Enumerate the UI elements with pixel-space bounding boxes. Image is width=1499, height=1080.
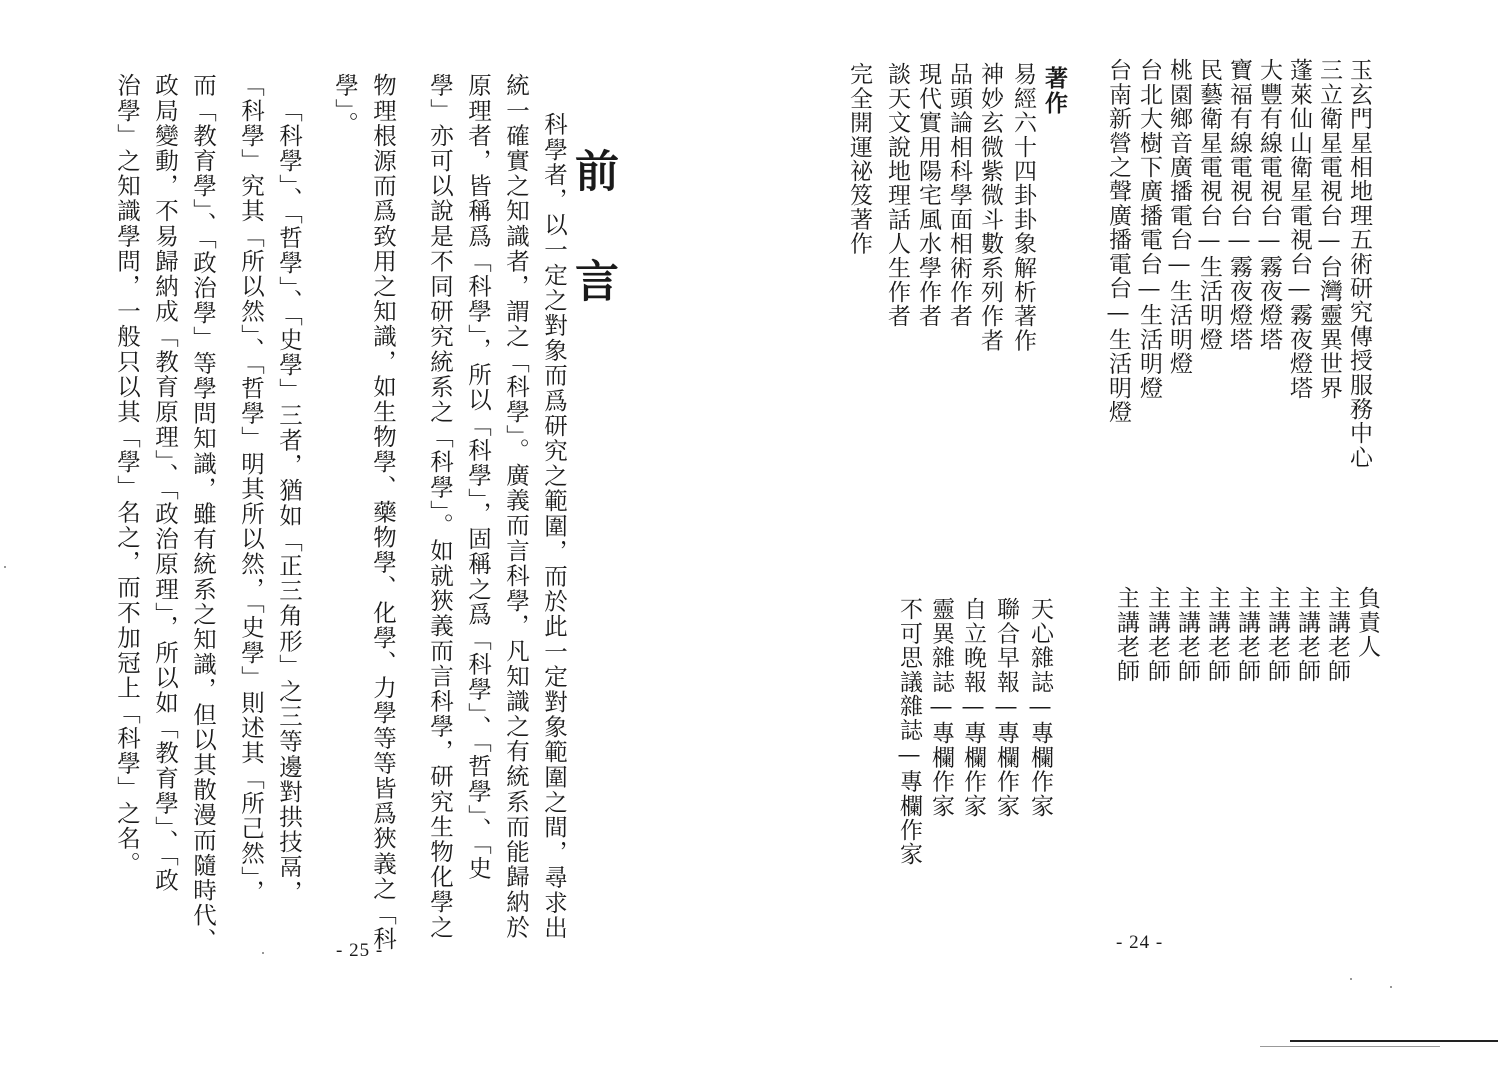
- role-column: 主講老師: [1144, 586, 1170, 683]
- works-column: 易經六十四卦卦象解析著作: [1010, 62, 1036, 353]
- role-column: 主講老師: [1324, 586, 1350, 683]
- scan-edge-line: [1290, 1040, 1498, 1042]
- page-title: 前言: [567, 148, 618, 368]
- right-page: [750, 0, 1499, 1080]
- columnist-column: 靈異雜誌—專欄作家: [928, 597, 954, 818]
- paragraph-column: 物理根源而爲致用之知識，如生物學、藥物學、化學、力學等等皆爲狹義之「科: [369, 73, 397, 952]
- affiliation-column: 桃園鄉音廣播電台—生活明燈: [1166, 58, 1192, 376]
- scan-speck: [1390, 986, 1392, 988]
- scan-speck: [262, 952, 264, 954]
- paragraph-column: 治學」之知識學問，一般只以其「學」名之，而不加冠上「科學」之名。: [113, 73, 141, 877]
- affiliation-column: 台北大樹下廣播電台—生活明燈: [1136, 58, 1162, 400]
- page-number: - 24 -: [1116, 932, 1164, 953]
- works-column: 神妙玄微紫微斗數系列作者: [977, 62, 1003, 353]
- role-column: 主講老師: [1294, 586, 1320, 683]
- scan-speck: [4, 566, 6, 568]
- paragraph-column: 學」。: [331, 73, 359, 137]
- paragraph-column: 「科學」、「哲學」、「史學」三者，猶如「正三角形」之三等邊對拱技鬲，: [275, 85, 303, 905]
- role-column: 主講老師: [1234, 586, 1260, 683]
- role-column: 主講老師: [1264, 586, 1290, 683]
- role-column: 主講老師: [1174, 586, 1200, 683]
- works-column: 完全開運祕笈著作: [846, 62, 872, 256]
- affiliation-column: 寶福有線電視台—霧夜燈塔: [1226, 58, 1252, 352]
- role-column: 主講老師: [1204, 586, 1230, 683]
- affiliation-column: 大豐有線電視台—霧夜燈塔: [1256, 58, 1282, 352]
- paragraph-column: 「科學」究其「所以然」、「哲學」明其所以然，「史學」則述其「所己然」，: [237, 73, 265, 905]
- columnist-column: 不可思議雜誌—專欄作家: [896, 597, 922, 867]
- affiliation-column: 台南新營之聲廣播電台—生活明燈: [1105, 58, 1131, 424]
- role-column: 負責人: [1354, 586, 1380, 659]
- works-column: 現代實用陽宅風水學作者: [915, 62, 941, 329]
- scan-edge-line: [1260, 1046, 1440, 1047]
- works-column: 品頭論相科學面相術作者: [946, 62, 972, 329]
- affiliation-column: 蓬萊仙山衛星電視台—霧夜燈塔: [1286, 58, 1312, 400]
- works-heading: 著作: [1041, 66, 1067, 116]
- role-column: 主講老師: [1113, 586, 1139, 683]
- paragraph-column: 科學者，以一定之對象而爲研究之範圍，而於此一定對象範圍之間，尋求出: [540, 112, 568, 941]
- columnist-column: 自立晚報—專欄作家: [960, 597, 986, 818]
- works-column: 談天文說地理話人生作者: [884, 62, 910, 329]
- affiliation-column: 玉玄門星相地理五術研究傳授服務中心: [1346, 58, 1372, 470]
- paragraph-column: 學」亦可以說是不同研究統系之「科學」。如就狹義而言科學，研究生物化學之: [426, 73, 454, 940]
- scan-speck: [1350, 978, 1352, 980]
- paragraph-column: 政局變動，不易歸納成「教育原理」、「政治原理」，所以如「教育學」、「政: [151, 73, 179, 893]
- affiliation-column: 三立衛星電視台—台灣靈異世界: [1316, 58, 1342, 400]
- affiliation-column: 民藝衛星電視台—生活明燈: [1196, 58, 1222, 352]
- paragraph-column: 原理者，皆稱爲「科學」，所以「科學」，固稱之爲「科學」、「哲學」、「史: [464, 73, 492, 881]
- columnist-column: 天心雜誌—專欄作家: [1027, 597, 1053, 818]
- page-number: - 25 -: [336, 940, 384, 961]
- paragraph-column: 統一確實之知識者，謂之「科學」。廣義而言科學，凡知識之有統系而能歸納於: [502, 73, 530, 940]
- columnist-column: 聯合早報—專欄作家: [993, 597, 1019, 818]
- paragraph-column: 而「教育學」、「政治學」等學問知識，雖有統系之知識，但以其散漫而隨時代、: [189, 73, 217, 954]
